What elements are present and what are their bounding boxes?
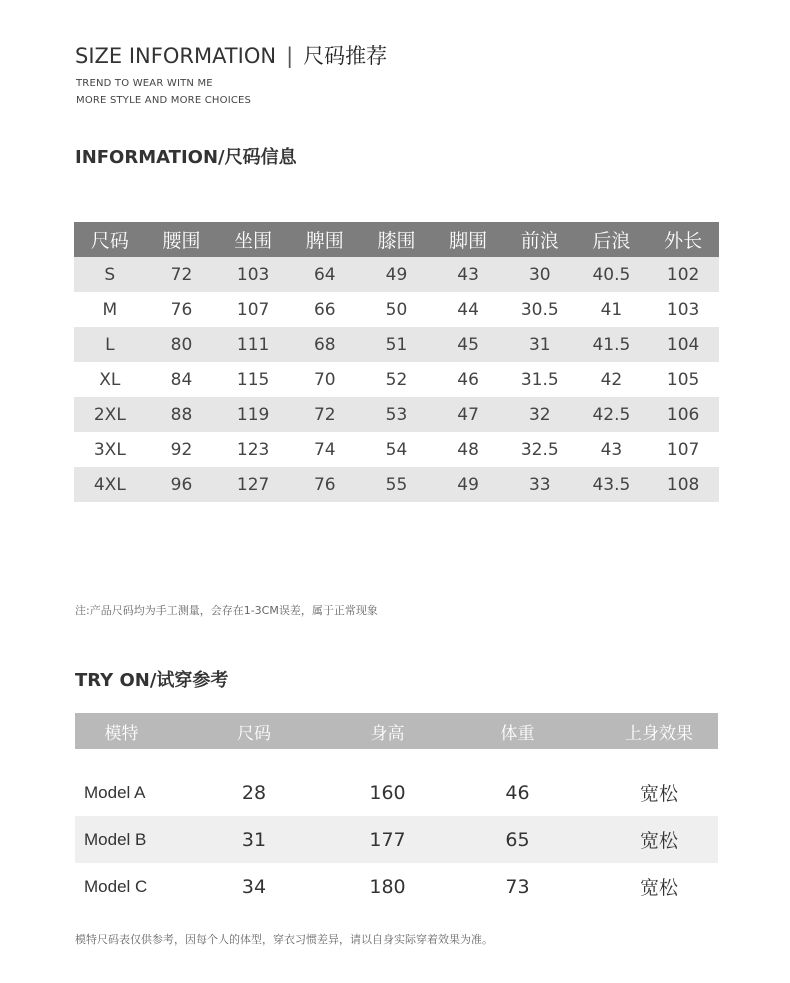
try-col-header: 模特 xyxy=(75,713,168,749)
size-col-header: 后浪 xyxy=(576,222,648,257)
size-col-header: 尺码 xyxy=(74,222,146,257)
size-value-cell: 68 xyxy=(289,327,361,362)
size-value-cell: 103 xyxy=(666,299,700,320)
size-value-cell: 96 xyxy=(146,467,218,502)
size-value-cell: 55 xyxy=(361,467,433,502)
try-on-value-cell: 34 xyxy=(241,875,267,898)
size-col-header: 前浪 xyxy=(504,222,576,257)
size-value-cell: 106 xyxy=(647,397,719,432)
size-value-cell: 30.5 xyxy=(520,299,559,320)
size-value-cell: 70 xyxy=(313,369,336,390)
size-value-cell: 72 xyxy=(289,397,361,432)
size-col-header: 坐围 xyxy=(217,222,289,257)
tagline-2: MORE STYLE AND MORE CHOICES xyxy=(76,95,252,106)
try-on-value-cell: 180 xyxy=(369,875,406,898)
size-value-cell: 119 xyxy=(217,397,289,432)
spacer-cell xyxy=(75,749,718,769)
try-col-header: 上身效果 xyxy=(600,713,718,749)
size-value-cell: 52 xyxy=(385,369,408,390)
try-on-value-cell: 宽松 xyxy=(600,816,718,863)
size-label-cell: 3XL xyxy=(93,439,126,460)
try-on-value-cell: 177 xyxy=(340,816,435,863)
size-table-row xyxy=(74,257,719,292)
size-value-cell: 44 xyxy=(457,299,479,320)
size-value-cell: 76 xyxy=(289,467,361,502)
size-table-row xyxy=(74,292,719,327)
size-value-cell: 88 xyxy=(146,397,218,432)
try-on-section-title: TRY ON/试穿参考 xyxy=(75,670,229,691)
size-col-header: 腰围 xyxy=(146,222,218,257)
size-value-cell: 84 xyxy=(170,369,193,390)
size-value-cell: 33 xyxy=(504,467,576,502)
size-value-cell: 80 xyxy=(146,327,218,362)
size-value-cell: 48 xyxy=(457,439,479,460)
size-value-cell: 41 xyxy=(600,299,623,320)
size-value-cell: 123 xyxy=(236,439,270,460)
size-value-cell: 54 xyxy=(385,439,408,460)
try-on-value-cell: 46 xyxy=(505,781,530,804)
size-value-cell: 104 xyxy=(647,327,719,362)
size-value-cell: 103 xyxy=(217,257,289,292)
size-value-cell: 42 xyxy=(600,369,623,390)
size-table-row xyxy=(74,467,719,502)
size-table xyxy=(74,222,719,502)
size-value-cell: 32.5 xyxy=(520,439,559,460)
try-on-value-cell: 65 xyxy=(435,816,600,863)
size-value-cell: 31.5 xyxy=(520,369,559,390)
try-on-header-row xyxy=(75,713,718,749)
try-on-spacer-row xyxy=(75,749,718,769)
try-on-value-cell: 28 xyxy=(241,781,267,804)
try-on-value-cell: 宽松 xyxy=(639,877,678,899)
size-value-cell: 46 xyxy=(457,369,479,390)
try-col-header: 身高 xyxy=(340,713,435,749)
model-name-cell: Model A xyxy=(84,782,146,802)
size-value-cell: 105 xyxy=(666,369,700,390)
size-value-cell: 43 xyxy=(600,439,623,460)
size-label-cell: S xyxy=(74,257,146,292)
size-value-cell: 43 xyxy=(432,257,504,292)
size-value-cell: 45 xyxy=(432,327,504,362)
try-col-header: 体重 xyxy=(435,713,600,749)
size-table-body xyxy=(74,257,719,502)
size-table-row xyxy=(74,362,719,397)
size-value-cell: 31 xyxy=(504,327,576,362)
size-table-row xyxy=(74,432,719,467)
size-label-cell: L xyxy=(74,327,146,362)
size-table-row xyxy=(74,397,719,432)
size-value-cell: 41.5 xyxy=(576,327,648,362)
size-col-header: 脚围 xyxy=(432,222,504,257)
size-value-cell: 107 xyxy=(236,299,270,320)
size-value-cell: 43.5 xyxy=(576,467,648,502)
size-value-cell: 102 xyxy=(647,257,719,292)
size-value-cell: 47 xyxy=(432,397,504,432)
size-value-cell: 64 xyxy=(289,257,361,292)
size-table-row xyxy=(74,327,719,362)
size-value-cell: 66 xyxy=(313,299,336,320)
size-value-cell: 76 xyxy=(170,299,193,320)
size-section-title: INFORMATION/尺码信息 xyxy=(75,147,297,168)
size-value-cell: 53 xyxy=(361,397,433,432)
model-name-cell: Model B xyxy=(75,816,168,863)
size-col-header: 外长 xyxy=(647,222,719,257)
try-on-table xyxy=(75,713,718,910)
size-value-cell: 40.5 xyxy=(576,257,648,292)
size-label-cell: M xyxy=(102,299,118,320)
try-on-note: 模特尺码表仅供参考，因每个人的体型，穿衣习惯差异，请以自身实际穿着效果为准。 xyxy=(75,933,493,946)
size-value-cell: 92 xyxy=(170,439,193,460)
try-on-row xyxy=(75,863,718,910)
title-cn: 尺码推荐 xyxy=(303,44,388,68)
size-value-cell: 30 xyxy=(504,257,576,292)
try-on-value-cell: 31 xyxy=(168,816,340,863)
title-en: SIZE INFORMATION xyxy=(75,44,277,68)
try-on-value-cell: 160 xyxy=(369,781,406,804)
try-on-value-cell: 73 xyxy=(505,875,530,898)
size-value-cell: 127 xyxy=(217,467,289,502)
size-note: 注:产品尺码均为手工测量，会存在1-3CM误差，属于正常现象 xyxy=(75,604,378,617)
page-title xyxy=(75,40,387,70)
size-value-cell: 49 xyxy=(361,257,433,292)
size-value-cell: 32 xyxy=(504,397,576,432)
size-value-cell: 107 xyxy=(666,439,700,460)
size-value-cell: 74 xyxy=(313,439,336,460)
tagline-1: TREND TO WEAR WITN ME xyxy=(76,78,213,89)
size-value-cell: 115 xyxy=(236,369,270,390)
size-col-header: 膝围 xyxy=(361,222,433,257)
size-label-cell: 4XL xyxy=(74,467,146,502)
try-on-row xyxy=(75,816,718,863)
size-col-header: 脾围 xyxy=(289,222,361,257)
size-value-cell: 50 xyxy=(385,299,408,320)
title-separator: | xyxy=(286,44,294,68)
try-col-header: 尺码 xyxy=(168,713,340,749)
size-value-cell: 72 xyxy=(146,257,218,292)
size-value-cell: 49 xyxy=(432,467,504,502)
model-name-cell: Model C xyxy=(84,876,148,896)
size-table-header-row xyxy=(74,222,719,257)
try-on-row xyxy=(75,769,718,816)
size-label-cell: XL xyxy=(99,369,121,390)
try-on-table-body xyxy=(75,749,718,910)
size-label-cell: 2XL xyxy=(74,397,146,432)
try-on-value-cell: 宽松 xyxy=(639,783,678,805)
size-value-cell: 108 xyxy=(647,467,719,502)
size-value-cell: 51 xyxy=(361,327,433,362)
size-value-cell: 42.5 xyxy=(576,397,648,432)
size-value-cell: 111 xyxy=(217,327,289,362)
